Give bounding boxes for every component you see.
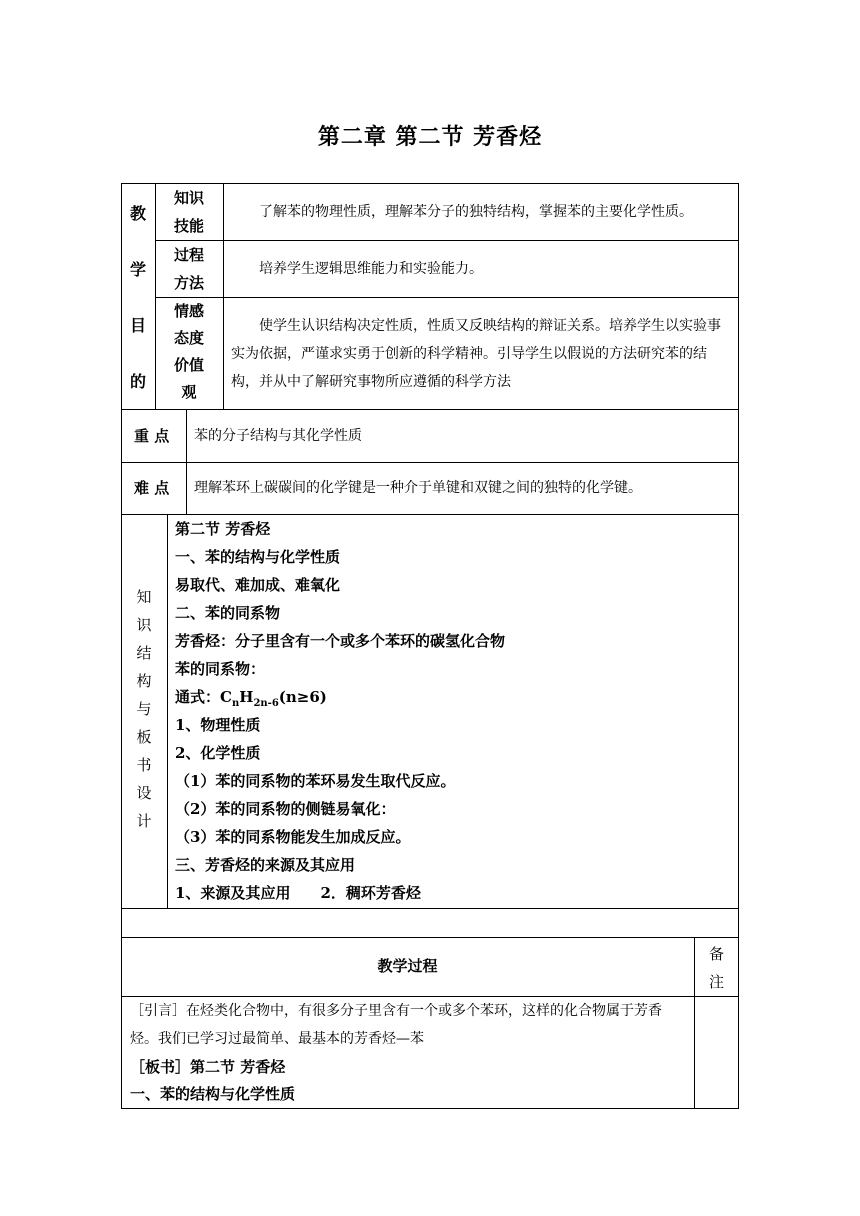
board-line: 一、苯的结构与化学性质 bbox=[175, 548, 341, 566]
board-line: （1）苯的同系物的苯环易发生取代反应。 bbox=[175, 772, 456, 790]
remark-header: 备 注 bbox=[708, 945, 724, 991]
key-point-label: 重 点 bbox=[134, 427, 170, 445]
board-line: 1、物理性质 bbox=[175, 716, 261, 734]
column-divider bbox=[186, 409, 187, 514]
board-line: 三、芳香烃的来源及其应用 bbox=[175, 856, 356, 874]
objective-label-attitude: 情感 态度 价值 观 bbox=[173, 302, 204, 401]
board-design-header: 知 识 结 构 与 板 书 设 计 bbox=[136, 588, 152, 830]
board-line: 第二节 芳香烃 bbox=[175, 520, 271, 538]
board-line: 1、来源及其应用 2．稠环芳香烃 bbox=[175, 884, 421, 902]
row-divider bbox=[121, 462, 739, 463]
board-formula: 通式：$C_nH_{2n-6}(n\ge 6)$ bbox=[175, 688, 327, 709]
row-divider bbox=[121, 409, 739, 410]
objective-content-process: 培养学生逻辑思维能力和实验能力。 bbox=[259, 261, 483, 277]
column-divider bbox=[223, 183, 224, 409]
objective-content-knowledge: 了解苯的物理性质，理解苯分子的独特结构，掌握苯的主要化学性质。 bbox=[259, 204, 693, 220]
page-title: 第二章 第二节 芳香烃 bbox=[317, 124, 543, 150]
objective-label-process: 过程 方法 bbox=[173, 246, 204, 292]
key-point-content: 苯的分子结构与其化学性质 bbox=[194, 428, 362, 444]
row-divider bbox=[121, 908, 739, 909]
objective-label-knowledge: 知识 技能 bbox=[173, 189, 204, 235]
board-line: （2）苯的同系物的侧链易氧化： bbox=[175, 800, 396, 818]
row-divider bbox=[155, 240, 739, 241]
process-board: ［板书］第二节 芳香烃 bbox=[130, 1058, 286, 1076]
process-intro: ［引言］在烃类化合物中，有很多分子里含有一个或多个苯环，这样的化合物属于芳香烃。我们已学习过最简单、最基本的芳香烃—苯 bbox=[130, 1003, 662, 1047]
process-heading: 一、苯的结构与化学性质 bbox=[130, 1085, 296, 1103]
process-header: 教学过程 bbox=[377, 957, 438, 975]
board-line: 芳香烃：分子里含有一个或多个苯环的碳氢化合物 bbox=[175, 632, 506, 650]
board-line: 苯的同系物： bbox=[175, 660, 266, 678]
row-divider bbox=[121, 937, 739, 938]
difficult-point-label: 难 点 bbox=[134, 479, 170, 497]
column-divider bbox=[167, 514, 168, 908]
row-divider bbox=[155, 297, 739, 298]
objectives-header: 教 学 目 的 bbox=[129, 204, 146, 391]
board-line: （3）苯的同系物能发生加成反应。 bbox=[175, 828, 411, 846]
board-line: 二、苯的同系物 bbox=[175, 604, 281, 622]
board-line: 易取代、难加成、难氧化 bbox=[175, 576, 341, 594]
board-line: 2、化学性质 bbox=[175, 744, 261, 762]
board-design-content bbox=[175, 515, 685, 907]
difficult-point-content: 理解苯环上碳碳间的化学键是一种介于单键和双键之间的独特的化学键。 bbox=[194, 480, 642, 496]
objective-content-attitude: 使学生认识结构决定性质，性质又反映结构的辩证关系。培养学生以实验事实为依据，严谨求实勇于创新的科学精神。引导学生以假说的方法研究苯的结构，并从中了解研究事物所应遵循的科学方法 bbox=[231, 318, 721, 390]
